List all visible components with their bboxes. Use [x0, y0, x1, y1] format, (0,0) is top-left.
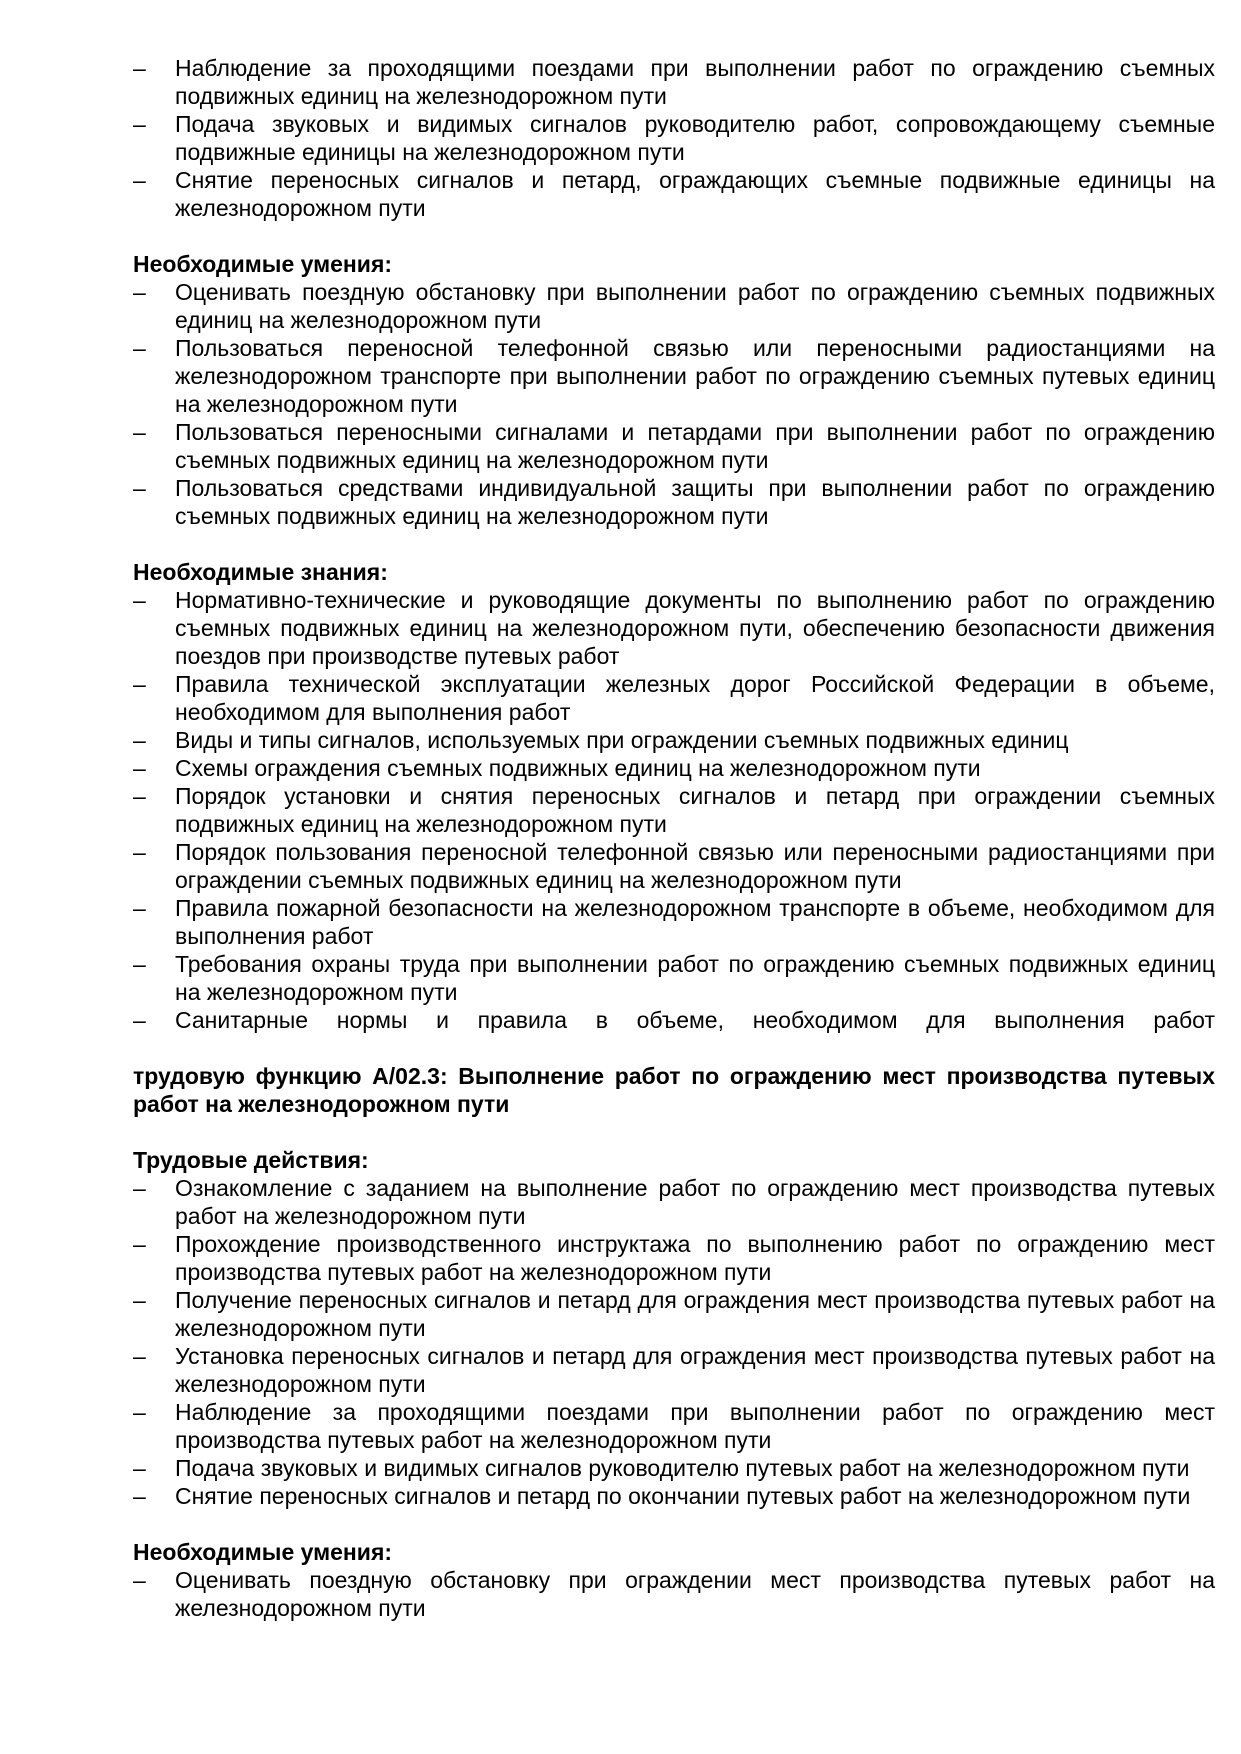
list-item — [133, 1566, 1215, 1622]
list-item — [133, 166, 1215, 222]
list-item — [133, 754, 1215, 782]
bullet-dash: – — [133, 1399, 146, 1425]
list-item-text: Пользоваться переносными сигналами и петардами при выполнении работ по ограждению съемных подвижных единиц на железнодорожном пути — [175, 419, 1215, 473]
list-item — [133, 1174, 1215, 1230]
list-item — [133, 1342, 1215, 1398]
list-item — [133, 670, 1215, 726]
list-item-text: Санитарные нормы и правила в объеме, необходимом для выполнения работ — [175, 1007, 1215, 1033]
list-item — [133, 418, 1215, 474]
list-item — [133, 54, 1215, 110]
labor-function-title: трудовую функцию А/02.3: Выполнение работ по ограждению мест производства путевых работ на железнодорожном пути — [133, 1063, 1215, 1117]
list-item — [133, 726, 1215, 754]
list-item-text: Подача звуковых и видимых сигналов руководителю путевых работ на железнодорожном пути — [175, 1455, 1190, 1481]
list-item-text: Подача звуковых и видимых сигналов руководителю работ, сопровождающему съемные подвижные единицы на железнодорожном пути — [175, 111, 1215, 165]
bullet-dash: – — [133, 419, 146, 445]
bullet-dash: – — [133, 1455, 146, 1481]
list-item-text: Оценивать поездную обстановку при выполнении работ по ограждению съемных подвижных единиц на железнодорожном пути — [175, 279, 1215, 333]
bullet-dash: – — [133, 783, 146, 809]
list-item-text: Ознакомление с заданием на выполнение работ по ограждению мест производства путевых работ на железнодорожном пути — [175, 1175, 1215, 1229]
bullet-dash: – — [133, 1287, 146, 1313]
bullet-dash: – — [133, 1175, 146, 1201]
list-item-text: Снятие переносных сигналов и петард, ограждающих съемные подвижные единицы на железнодорожном пути — [175, 167, 1215, 221]
bullet-dash: – — [133, 279, 146, 305]
list-item — [133, 110, 1215, 166]
bullet-dash: – — [133, 951, 146, 977]
section-heading-required-skills: Необходимые умения: — [133, 251, 393, 277]
bullet-dash: – — [133, 1567, 146, 1593]
bullet-list-work-actions-continued — [133, 54, 1215, 222]
list-item-text: Виды и типы сигналов, используемых при ограждении съемных подвижных единиц — [175, 727, 1069, 753]
list-item — [133, 474, 1215, 530]
list-item-text: Нормативно-технические и руководящие документы по выполнению работ по ограждению съемных подвижных единиц на железнодорожном пути, обеспечению безопасности движения поездов при производстве путевых работ — [175, 587, 1215, 669]
list-item-text: Наблюдение за проходящими поездами при выполнении работ по ограждению мест производства путевых работ на железнодорожном пути — [175, 1399, 1215, 1453]
list-item-text: Пользоваться средствами индивидуальной защиты при выполнении работ по ограждению съемных подвижных единиц на железнодорожном пути — [175, 475, 1215, 529]
section-heading-required-knowledge: Необходимые знания: — [133, 559, 388, 585]
list-item-text: Схемы ограждения съемных подвижных единиц на железнодорожном пути — [175, 755, 981, 781]
section-heading-required-skills-2: Необходимые умения: — [133, 1539, 393, 1565]
section-heading-work-actions: Трудовые действия: — [133, 1147, 369, 1173]
bullet-dash: – — [133, 1483, 146, 1509]
list-item-text: Снятие переносных сигналов и петард по окончании путевых работ на железнодорожном пути — [175, 1483, 1191, 1509]
bullet-dash: – — [133, 727, 146, 753]
bullet-dash: – — [133, 839, 146, 865]
bullet-list-work-actions — [133, 1174, 1215, 1510]
list-item — [133, 1230, 1215, 1286]
list-item — [133, 950, 1215, 1006]
bullet-dash: – — [133, 755, 146, 781]
bullet-list-required-skills-2 — [133, 1566, 1215, 1622]
bullet-dash: – — [133, 1007, 146, 1033]
list-item — [133, 1398, 1215, 1454]
list-item-text: Оценивать поездную обстановку при ограждении мест производства путевых работ на железнодорожном пути — [175, 1567, 1215, 1621]
bullet-dash: – — [133, 587, 146, 613]
bullet-dash: – — [133, 475, 146, 501]
list-item — [133, 1482, 1215, 1510]
bullet-list-required-skills — [133, 278, 1215, 530]
bullet-dash: – — [133, 167, 146, 193]
list-item-text: Порядок установки и снятия переносных сигналов и петард при ограждении съемных подвижных единиц на железнодорожном пути — [175, 783, 1215, 837]
list-item — [133, 334, 1215, 418]
list-item-text: Порядок пользования переносной телефонной связью или переносными радиостанциями при ограждении съемных подвижных единиц на железнодорожном пути — [175, 839, 1215, 893]
list-item-text: Получение переносных сигналов и петард для ограждения мест производства путевых работ на железнодорожном пути — [175, 1287, 1215, 1341]
bullet-dash: – — [133, 55, 146, 81]
list-item-text: Требования охраны труда при выполнении работ по ограждению съемных подвижных единиц на железнодорожном пути — [175, 951, 1215, 1005]
list-item-text: Правила пожарной безопасности на железнодорожном транспорте в объеме, необходимом для выполнения работ — [175, 895, 1215, 949]
bullet-list-required-knowledge — [133, 586, 1215, 1034]
list-item — [133, 894, 1215, 950]
list-item-text: Пользоваться переносной телефонной связью или переносными радиостанциями на железнодорожном транспорте при выполнении работ по ограждению съемных путевых единиц на железнодорожном пути — [175, 335, 1215, 417]
bullet-dash: – — [133, 1343, 146, 1369]
list-item — [133, 278, 1215, 334]
list-item — [133, 838, 1215, 894]
list-item-text: Установка переносных сигналов и петард для ограждения мест производства путевых работ на железнодорожном пути — [175, 1343, 1215, 1397]
bullet-dash: – — [133, 1231, 146, 1257]
list-item-text: Правила технической эксплуатации железных дорог Российской Федерации в объеме, необходимом для выполнения работ — [175, 671, 1215, 725]
list-item-text: Прохождение производственного инструктажа по выполнению работ по ограждению мест производства путевых работ на железнодорожном пути — [175, 1231, 1215, 1285]
bullet-dash: – — [133, 111, 146, 137]
list-item — [133, 1454, 1215, 1482]
list-item — [133, 1286, 1215, 1342]
bullet-dash: – — [133, 895, 146, 921]
list-item — [133, 586, 1215, 670]
list-item — [133, 1006, 1215, 1034]
list-item-text: Наблюдение за проходящими поездами при выполнении работ по ограждению съемных подвижных единиц на железнодорожном пути — [175, 55, 1215, 109]
bullet-dash: – — [133, 671, 146, 697]
bullet-dash: – — [133, 335, 146, 361]
list-item — [133, 782, 1215, 838]
